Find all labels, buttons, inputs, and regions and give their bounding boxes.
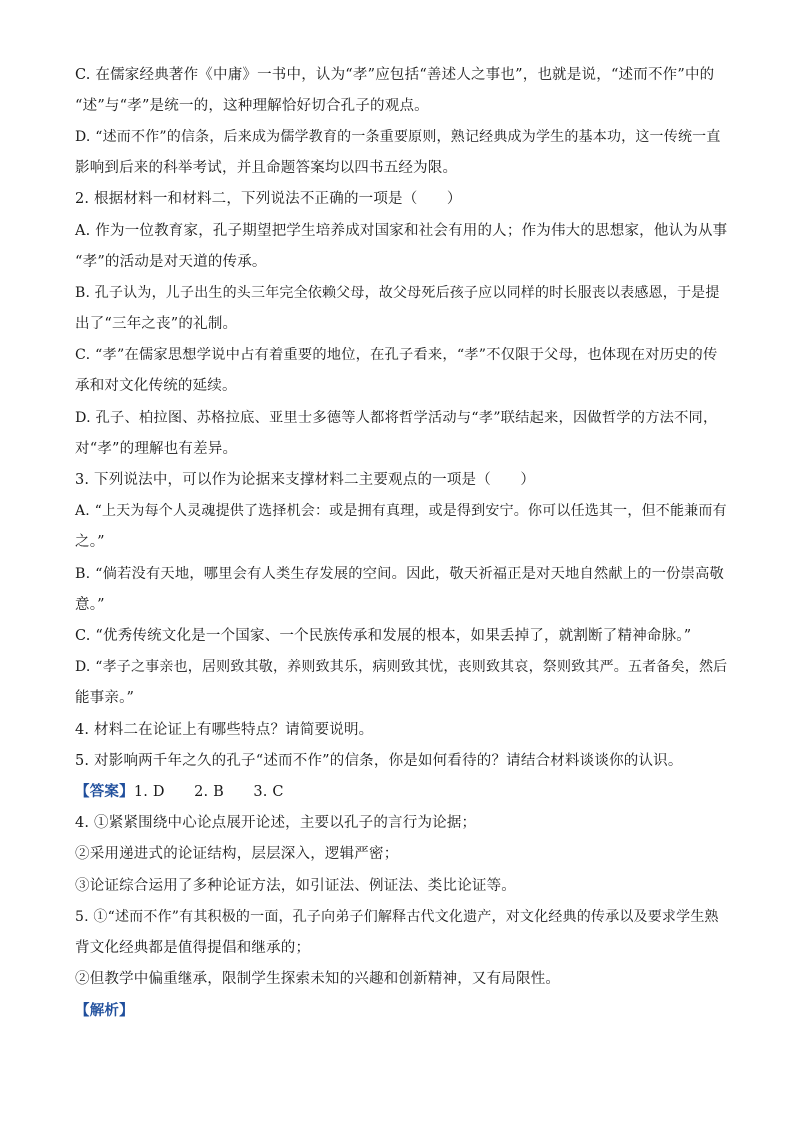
option-c-line-2: “述”与“孝”是统一的，这种理解恰好切合孔子的观点。 [75, 98, 429, 114]
q2-option-c-line-2: 承和对文化传统的延续。 [75, 378, 237, 394]
q2-option-b-line-2: 出了“三年之丧”的礼制。 [75, 316, 238, 332]
q2-option-b-line-1: B. 孔子认为，儿子出生的头三年完全依赖父母，故父母死后孩子应以同样的时长服丧以表感恩，于是提 [75, 285, 720, 301]
option-c-line-1: C. 在儒家经典著作《中庸》一书中，认为“孝”应包括“善述人之事也”，也就是说，“述而不作”中的 [75, 67, 715, 83]
answer-5-line-3: ②但教学中偏重继承，限制学生探索未知的兴趣和创新精神，又有局限性。 [75, 971, 561, 987]
answer-choices: 1. D 2. B 3. C [133, 784, 284, 800]
question-5: 5. 对影响两千年之久的孔子“述而不作”的信条，你是如何看待的？请结合材料谈谈你的认识。 [75, 753, 683, 769]
q3-option-b-line-2: 意。” [75, 597, 105, 613]
q3-option-c: C. “优秀传统文化是一个国家、一个民族传承和发展的根本，如果丢掉了，就割断了精神命脉。” [75, 628, 692, 644]
q3-option-a-line-1: A. “上天为每个人灵魂提供了选择机会：或是拥有真理，或是得到安宁。你可以任选其一，但不能兼而有 [75, 503, 727, 519]
q2-option-c-line-1: C. “孝”在儒家思想学说中占有着重要的地位，在孔子看来，“孝”不仅限于父母，也体现在对历史的传 [75, 347, 718, 363]
question-2: 2. 根据材料一和材料二，下列说法不正确的一项是（ ） [75, 191, 462, 207]
q2-option-a-line-1: A. 作为一位教育家，孔子期望把学生培养成对国家和社会有用的人；作为伟大的思想家，他认为从事 [75, 223, 728, 239]
q3-option-d-line-2: 能事亲。” [75, 690, 135, 706]
answer-4-line-1: 4. ①紧紧围绕中心论点展开论述，主要以孔子的言行为论据； [75, 815, 477, 831]
analysis-tag [75, 1002, 725, 1020]
q3-option-b-line-1: B. “倘若没有天地，哪里会有人类生存发展的空间。因此，敬天祈福正是对天地自然献上的一份崇高敬 [75, 566, 724, 582]
answer-4-line-3: ③论证综合运用了多种论证方法，如引证法、例证法、类比论证等。 [75, 878, 516, 894]
option-d-line-1: D. “述而不作”的信条，后来成为儒学教育的一条重要原则，熟记经典成为学生的基本功，这一传统一直 [75, 129, 721, 145]
answer-line [75, 783, 725, 801]
answer-4-line-2: ②采用递进式的论证结构，层层深入，逻辑严密； [75, 846, 399, 862]
analysis-label: 【解析】 [75, 1002, 134, 1019]
answer-5-line-1: 5. ①“述而不作”有其积极的一面，孔子向弟子们解释古代文化遗产，对文化经典的传承以及要求学生熟 [75, 909, 719, 925]
question-3: 3. 下列说法中，可以作为论据来支撑材料二主要观点的一项是（ ） [75, 472, 536, 488]
q2-option-d-line-2: 对“孝”的理解也有差异。 [75, 441, 238, 457]
q3-option-a-line-2: 之。” [75, 534, 105, 550]
answer-5-line-2: 背文化经典都是值得提倡和继承的； [75, 940, 311, 956]
option-d-line-2: 影响到后来的科举考试，并且命题答案均以四书五经为限。 [75, 160, 458, 176]
question-4: 4. 材料二在论证上有哪些特点？请简要说明。 [75, 722, 374, 738]
answer-tag: 【答案】 [75, 783, 134, 800]
q2-option-a-line-2: “孝”的活动是对天道的传承。 [75, 254, 267, 270]
q3-option-d-line-1: D. “孝子之事亲也，居则致其敬，养则致其乐，病则致其忧，丧则致其哀，祭则致其严。五者备矣，然后 [75, 659, 728, 675]
q2-option-d-line-1: D. 孔子、柏拉图、苏格拉底、亚里士多德等人都将哲学活动与“孝”联结起来，因做哲学的方法不同， [75, 410, 718, 426]
